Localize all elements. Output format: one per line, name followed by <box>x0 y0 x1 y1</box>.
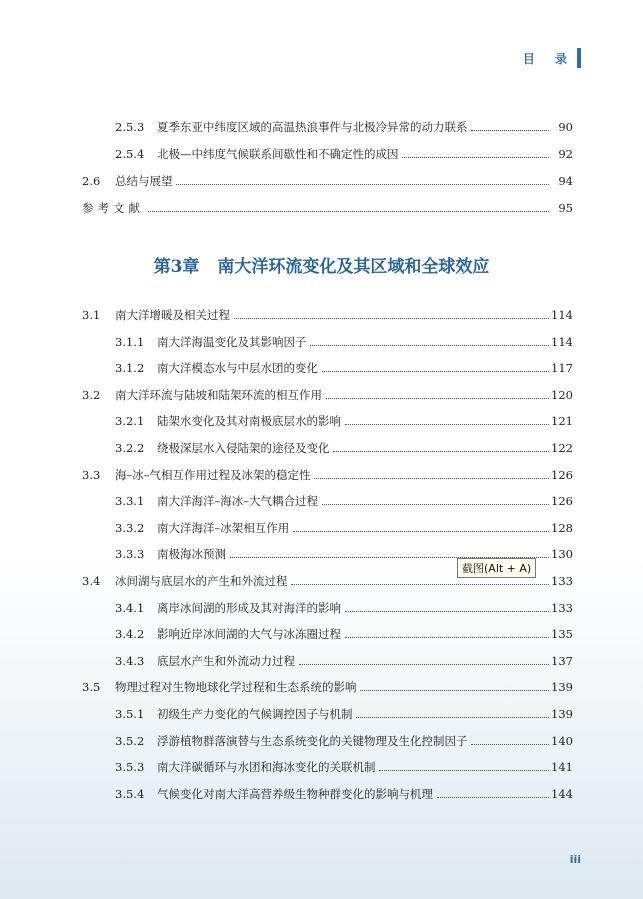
toc-dot-leader <box>345 637 549 638</box>
toc-entry-page: 95 <box>558 201 573 215</box>
toc-entry[interactable] <box>0 731 643 751</box>
toc-entry-number: 3.2.1 <box>115 414 145 429</box>
toc-entry[interactable] <box>0 598 643 618</box>
toc-entry-page: 144 <box>551 786 573 801</box>
toc-entry-page: 139 <box>551 707 573 721</box>
toc-entry-title: 绕极深层水入侵陆架的途径及变化 <box>157 441 330 455</box>
toc-entry-page: 90 <box>558 120 573 134</box>
toc-dot-leader <box>360 690 549 691</box>
toc-dot-leader <box>322 371 549 372</box>
toc-entry-title: 浮游植物群落演替与生态系统变化的关键物理及生化控制因子 <box>157 733 468 748</box>
toc-dot-leader <box>356 717 549 718</box>
toc-entry-number: 3.4 <box>82 574 101 588</box>
toc-dot-leader <box>176 184 549 185</box>
toc-entry-number: 3.4.1 <box>115 600 145 615</box>
toc-entry-number: 2.5.4 <box>115 147 145 161</box>
toc-entry[interactable] <box>0 438 643 458</box>
toc-dot-leader <box>345 424 549 425</box>
toc-entry-page: 141 <box>551 760 573 775</box>
toc-dot-leader <box>314 478 549 479</box>
toc-entry-number: 2.5.3 <box>115 120 145 134</box>
toc-dot-leader <box>471 744 549 745</box>
toc-entry[interactable] <box>0 305 643 325</box>
toc-entry-page: 140 <box>551 733 573 748</box>
toc-entry-number: 3.5.3 <box>115 760 145 775</box>
toc-dot-leader <box>471 130 549 131</box>
toc-entry-number: 3.1 <box>82 308 101 322</box>
toc-entry-title: 南大洋模态水与中层水团的变化 <box>157 361 318 376</box>
toc-entry-page: 114 <box>551 308 573 322</box>
toc-dot-leader <box>310 345 549 346</box>
toc-entry-number: 3.4.3 <box>115 653 145 668</box>
toc-entry-page: 139 <box>551 680 573 695</box>
toc-entry-number: 2.6 <box>82 174 101 188</box>
toc-entry-number: 3.2.2 <box>115 441 145 455</box>
toc-entry[interactable] <box>0 171 643 191</box>
toc-entry-title: 物理过程对生物地球化学过程和生态系统的影响 <box>115 680 357 695</box>
toc-dot-leader <box>293 531 549 532</box>
toc-dot-leader <box>345 611 549 612</box>
toc-entry[interactable] <box>0 385 643 405</box>
toc-entry[interactable] <box>0 358 643 378</box>
toc-entry-page: 121 <box>551 414 573 429</box>
toc-entry-title: 南大洋碳循环与水团和海冰变化的关联机制 <box>157 760 376 775</box>
toc-entry-page: 122 <box>551 441 573 455</box>
running-header <box>523 48 581 68</box>
toc-entry-number: 3.5.4 <box>115 786 145 801</box>
toc-entry-title: 南大洋海洋–海冰–大气耦合过程 <box>157 494 318 509</box>
toc-dot-leader <box>326 398 549 399</box>
toc-entry-number: 3.3.1 <box>115 494 145 509</box>
toc-dot-leader <box>291 584 549 585</box>
toc-entry-page: 130 <box>551 547 573 562</box>
toc-entry[interactable] <box>0 332 643 352</box>
toc-entry-number: 3.5 <box>82 680 101 695</box>
toc-entry[interactable] <box>0 491 643 511</box>
toc-entry[interactable] <box>0 411 643 431</box>
chapter-number: 第3章 <box>153 257 200 277</box>
toc-entry[interactable] <box>0 624 643 644</box>
toc-entry[interactable] <box>0 518 643 538</box>
toc-dot-leader <box>299 664 549 665</box>
toc-entry[interactable] <box>0 544 643 564</box>
toc-entry-number: 3.1.2 <box>115 361 145 376</box>
toc-entry-title: 参考文献 <box>82 201 144 215</box>
toc-entry[interactable] <box>0 571 643 591</box>
toc-entry-title: 气候变化对南大洋高营养级生物种群变化的影响与机理 <box>157 786 433 801</box>
toc-entry-page: 137 <box>551 653 573 668</box>
toc-dot-leader <box>234 318 549 319</box>
toc-entry-page: 120 <box>551 387 573 402</box>
toc-entry[interactable] <box>0 465 643 485</box>
toc-entry[interactable] <box>0 704 643 724</box>
page-number: iii <box>569 853 581 866</box>
toc-dot-leader <box>379 770 549 771</box>
toc-entry[interactable] <box>0 757 643 777</box>
toc-entry-number: 3.3 <box>82 467 101 482</box>
toc-entry-title: 初级生产力变化的气候调控因子与机制 <box>157 707 353 721</box>
toc-entry[interactable] <box>0 677 643 697</box>
toc-entry-page: 126 <box>551 467 573 482</box>
toc-entry-page: 126 <box>551 494 573 509</box>
toc-entry-title: 夏季东亚中纬度区域的高温热浪事件与北极冷异常的动力联系 <box>157 120 468 134</box>
toc-entry-number: 3.3.3 <box>115 547 145 562</box>
toc-entry-page: 133 <box>551 600 573 615</box>
toc-entry[interactable] <box>0 117 643 137</box>
toc-entry-number: 3.3.2 <box>115 520 145 535</box>
toc-entry[interactable] <box>0 144 643 164</box>
toc-entry-number: 3.5.1 <box>115 707 145 721</box>
toc-entry-title: 底层水产生和外流动力过程 <box>157 653 295 668</box>
toc-entry-title: 海–冰–气相互作用过程及冰架的稳定性 <box>115 467 311 482</box>
toc-entry-page: 92 <box>558 147 573 161</box>
toc-entry-title: 冰间湖与底层水的产生和外流过程 <box>115 574 288 588</box>
toc-entry-page: 117 <box>551 361 573 376</box>
toc-entry[interactable] <box>0 784 643 804</box>
toc-entry-page: 114 <box>551 334 573 349</box>
toc-entry-title: 南大洋环流与陆坡和陆架环流的相互作用 <box>115 387 322 402</box>
toc-dot-leader <box>148 211 549 212</box>
toc-entry-title: 南大洋海温变化及其影响因子 <box>157 334 307 349</box>
toc-entry-number: 3.5.2 <box>115 733 145 748</box>
header-label: 目 录 <box>522 51 575 66</box>
toc-dot-leader <box>333 451 549 452</box>
toc-entry-title: 陆架水变化及其对南极底层水的影响 <box>157 414 341 429</box>
toc-dot-leader <box>402 157 549 158</box>
header-accent-bar <box>577 48 581 68</box>
toc-entry-page: 94 <box>558 174 573 188</box>
toc-entry-title: 南大洋海洋–冰架相互作用 <box>157 520 290 535</box>
toc-entry-title: 北极—中纬度气候联系间歇性和不确定性的成因 <box>157 147 399 161</box>
chapter-heading <box>0 252 643 277</box>
toc-entry-number: 3.2 <box>82 387 101 402</box>
toc-entry-title: 南大洋增暖及相关过程 <box>115 308 230 322</box>
screenshot-tooltip: 截图(Alt + A) <box>457 558 536 578</box>
toc-entry-page: 128 <box>551 520 573 535</box>
chapter-title: 南大洋环流变化及其区域和全球效应 <box>217 257 490 277</box>
toc-entry-title: 影响近岸冰间湖的大气与冰冻圈过程 <box>157 627 341 642</box>
toc-entry-page: 133 <box>551 574 573 588</box>
toc-entry-page: 135 <box>551 627 573 642</box>
toc-entry-title: 离岸冰间湖的形成及其对海洋的影响 <box>157 600 341 615</box>
toc-entry-title: 总结与展望 <box>115 174 173 188</box>
toc-entry[interactable] <box>0 198 643 218</box>
toc-entry[interactable] <box>0 651 643 671</box>
toc-entry-number: 3.1.1 <box>115 334 145 349</box>
toc-dot-leader <box>437 797 549 798</box>
toc-dot-leader <box>322 504 549 505</box>
toc-entry-number: 3.4.2 <box>115 627 145 642</box>
toc-entry-title: 南极海冰预测 <box>157 547 226 562</box>
